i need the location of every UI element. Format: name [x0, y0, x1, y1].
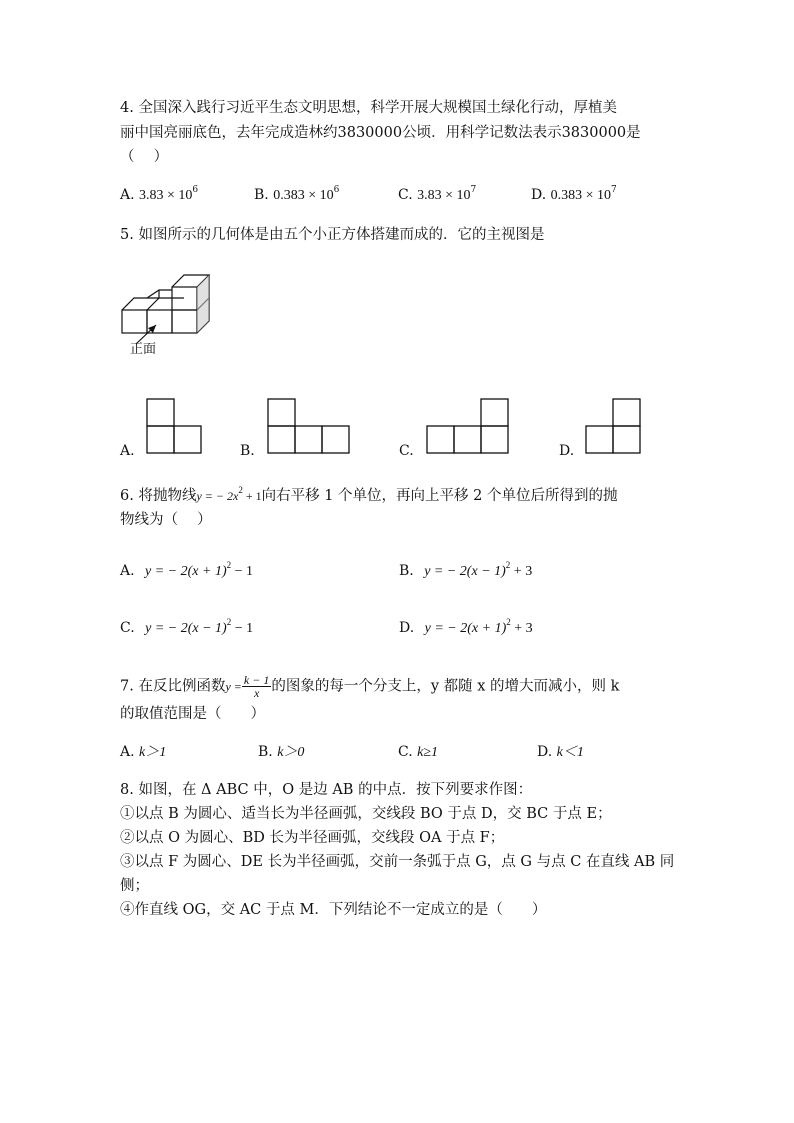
q5-option-d-figure: [585, 398, 641, 454]
q7-stem-line-2: 的取值范围是（ ）: [120, 706, 265, 722]
q4-option-a[interactable]: A. $3.83 \times 10^6$: [120, 185, 199, 203]
q8-step-2: ②以点 O 为圆心、BD 长为半径画弧，交线段 OA 于点 F；: [120, 830, 505, 846]
q7-stem-line-1: 7. 在反比例函数y = $\frac{k - 1}{x}$ 的图象的每一个分支上，y 都随 x 的增大而减小，则 k: [120, 673, 620, 700]
q5-option-a-figure: [146, 398, 202, 454]
q6-stem-line-1: 6. 将抛物线y = − $2x^2 + 1$向右平移 1 个单位，再向上平移 2 个单位后所得到的抛: [120, 485, 618, 504]
q4-option-d[interactable]: D. $0.383 \times 10^7$: [531, 185, 617, 203]
q8-step-1: ①以点 B 为圆心、适当长为半径画弧，交线段 BO 于点 D，交 BC 于点 E；: [120, 806, 612, 822]
q5-option-b-letter[interactable]: B.: [240, 443, 255, 459]
q6-option-c[interactable]: C. y = − $2(x - 1)^2 - 1$: [120, 617, 254, 636]
q6-stem-line-2: 物线为（ ）: [120, 512, 212, 528]
q7-option-b[interactable]: B. k＞0: [258, 744, 305, 760]
q7-fraction: $\frac{k - 1}{x}$: [243, 673, 270, 700]
q6-option-a[interactable]: A. y = − $2(x + 1)^2 - 1$: [120, 560, 254, 579]
q8-step-4: ④作直线 OG，交 AC 于点 M．下列结论不一定成立的是（ ）: [120, 902, 547, 918]
q7-option-c[interactable]: C. k≥1: [398, 744, 439, 760]
q5-option-d-letter[interactable]: D.: [559, 443, 575, 459]
q6-option-b[interactable]: B. y = − $2(x - 1)^2 + 3$: [399, 560, 533, 579]
q5-option-c-figure: [426, 398, 509, 454]
q5-solid-figure: [118, 270, 218, 336]
q7-option-d[interactable]: D. k＜1: [537, 744, 584, 760]
q5-stem: 5. 如图所示的几何体是由五个小正方体搭建而成的．它的主视图是: [120, 227, 545, 243]
q8-step-3: ③以点 F 为圆心、DE 长为半径画弧，交前一条弧于点 G，点 G 与点 C 在直线 AB 同: [120, 854, 675, 870]
q4-stem-line-1: 4. 全国深入践行习近平生态文明思想，科学开展大规模国土绿化行动，厚植美: [120, 100, 617, 116]
q6-option-d[interactable]: D. y = − $2(x + 1)^2 + 3$: [399, 617, 533, 636]
front-label: 正面: [130, 342, 157, 357]
q8-step-3-cont: 侧；: [120, 878, 149, 894]
q5-option-a-letter[interactable]: A.: [120, 443, 135, 459]
q5-option-c-letter[interactable]: C.: [399, 443, 414, 459]
q7-option-a[interactable]: A. k＞1: [120, 744, 167, 760]
q4-stem-line-2: 丽中国亮丽底色，去年完成造林约3830000公顷．用科学记数法表示3830000是: [120, 125, 641, 141]
q4-stem-line-3: （ ）: [120, 149, 169, 165]
q8-stem-line-1: 8. 如图，在 Δ ABC 中，O 是边 AB 的中点．按下列要求作图：: [120, 782, 533, 798]
q4-option-b[interactable]: B. $0.383 \times 10^6$: [254, 185, 340, 203]
q5-option-b-figure: [267, 398, 350, 454]
q4-option-c[interactable]: C. $3.83 \times 10^7$: [398, 185, 477, 203]
